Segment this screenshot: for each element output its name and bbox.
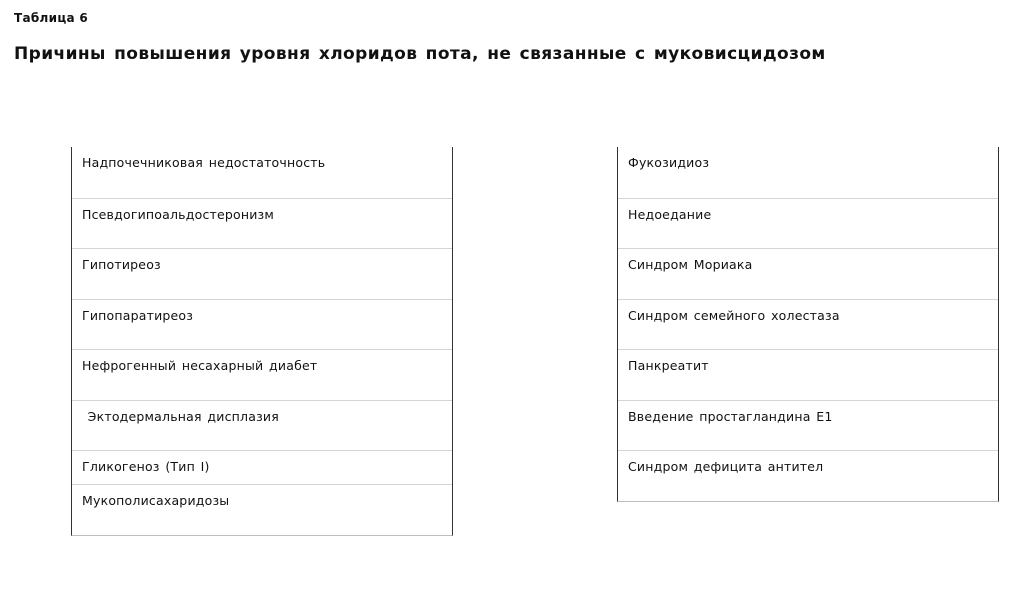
- table-cell: Нефрогенный несахарный диабет: [72, 349, 452, 400]
- table-cell: Синдром Мориака: [618, 248, 998, 299]
- table-cell: Синдром дефицита антител: [618, 450, 998, 501]
- right-column-table: [617, 147, 999, 502]
- table-cell: Гипотиреоз: [72, 248, 452, 299]
- table-cell: Мукополисахаридозы: [72, 484, 452, 535]
- table-cell: Надпочечниковая недостаточность: [82, 155, 326, 170]
- table-cell: Панкреатит: [618, 349, 998, 400]
- table-cell: Синдром семейного холестаза: [618, 299, 998, 350]
- table-cell: Эктодермальная дисплазия: [72, 400, 452, 451]
- table-cell: Введение простагландина E1: [618, 400, 998, 451]
- table-cell: Гликогеноз (Тип I): [72, 450, 452, 484]
- table-title: Причины повышения уровня хлоридов пота, не связанные с муковисцидозом: [14, 44, 826, 64]
- table-cell: Гипопаратиреоз: [72, 299, 452, 350]
- table-cell: Недоедание: [618, 198, 998, 249]
- table-number: Таблица 6: [14, 11, 89, 25]
- left-column-table: [71, 147, 453, 536]
- table-cell: Фукозидиоз: [628, 155, 710, 170]
- table-cell: Псевдогипоальдостеронизм: [72, 198, 452, 249]
